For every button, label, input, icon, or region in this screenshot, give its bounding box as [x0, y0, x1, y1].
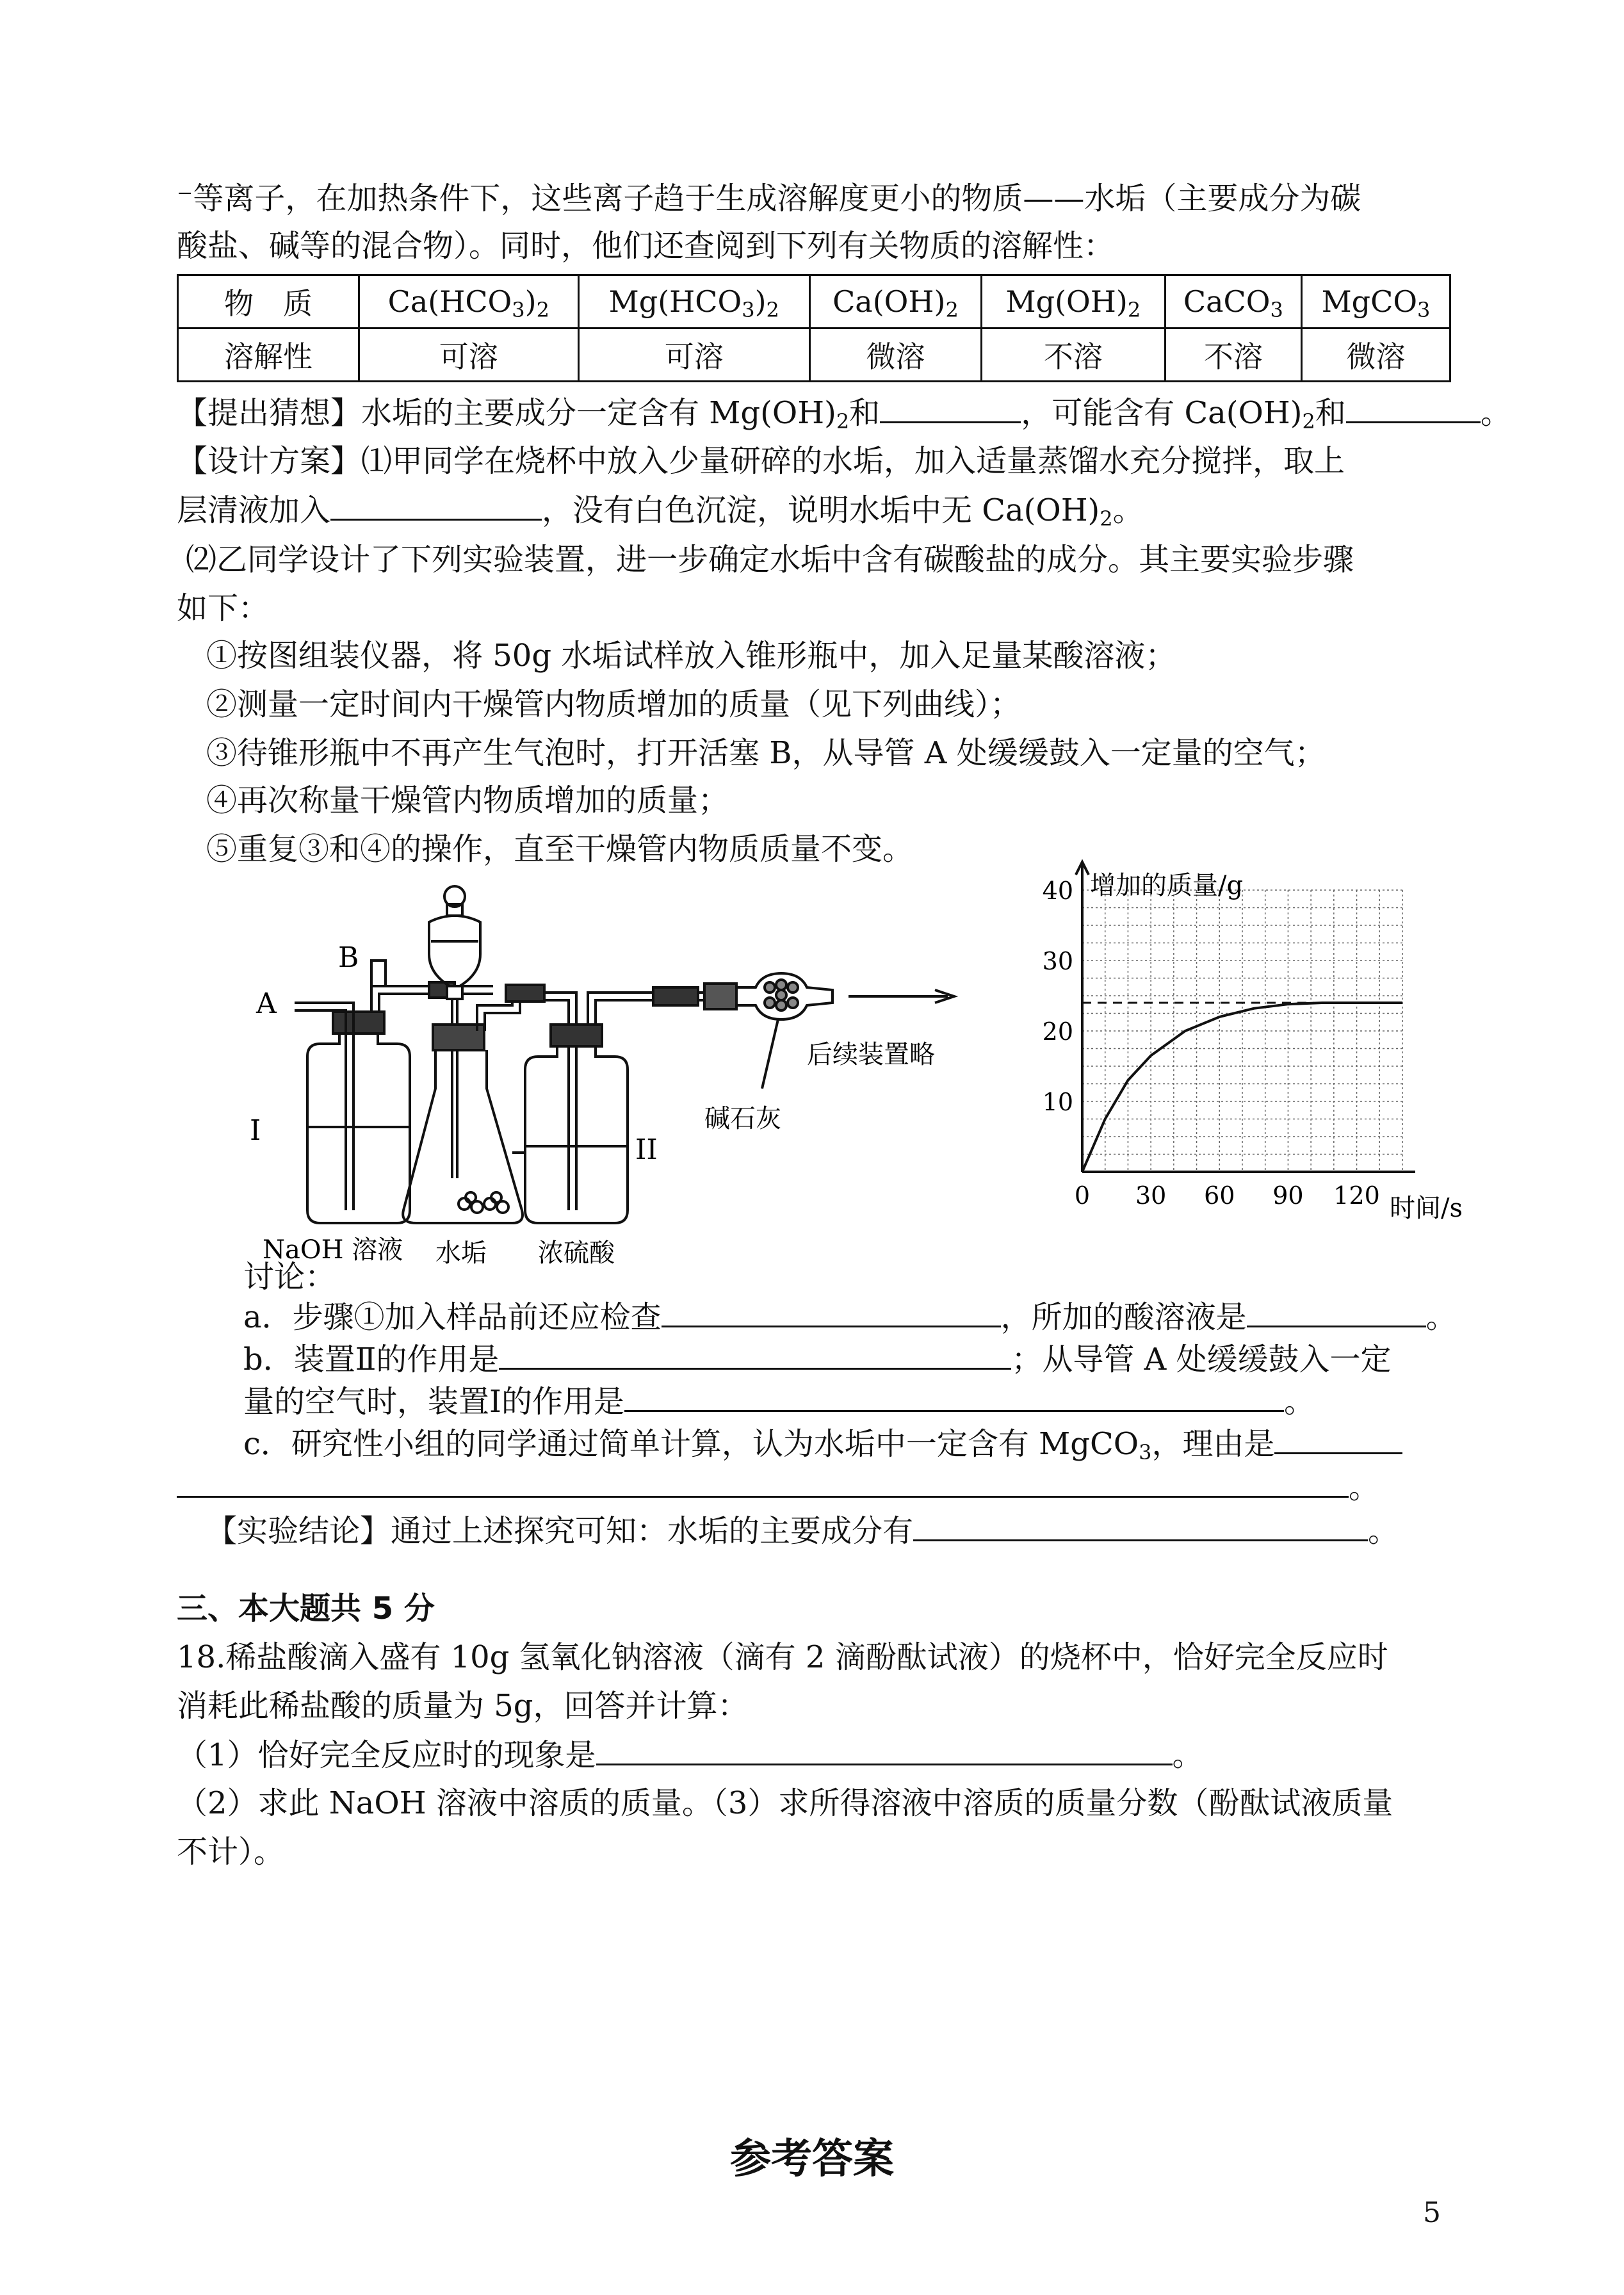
axes [1076, 862, 1415, 1172]
label-soda-lime: 碱石灰 [704, 1104, 781, 1133]
answer-blank[interactable] [1274, 1423, 1402, 1454]
solubility-table [177, 274, 1451, 382]
label-B: B [338, 941, 359, 974]
question-18-line-1: 18.稀盐酸滴入盛有 10g 氢氧化钠溶液（滴有 2 滴酚酞试液）的烧杯中，恰好完全反应时 [177, 1639, 1388, 1675]
table-cell: $Ca(HCO_3)_2$ [359, 275, 579, 328]
answer-blank[interactable] [499, 1338, 1011, 1370]
table-cell: $Mg(HCO_3)_2$ [578, 275, 809, 328]
step-2: ②测量一定时间内干燥管内物质增加的质量（见下列曲线）； [206, 686, 1021, 722]
step-3: ③待锥形瓶中不再产生气泡时，打开活塞 B，从导管 A 处缓缓鼓入一定量的空气； [206, 735, 1326, 771]
x-tick-label: 30 [1135, 1181, 1167, 1210]
table-row-substance [178, 275, 1450, 328]
x-axis-label: 时间/s [1390, 1194, 1463, 1223]
table-cell: MgCO$_3$ [1302, 275, 1450, 328]
y-axis-label: 增加的质量/g [1090, 871, 1244, 900]
x-tick-label: 0 [1074, 1181, 1091, 1210]
x-tick-label: 120 [1333, 1181, 1380, 1210]
table-cell: 可溶 [578, 328, 809, 382]
design-line-2: 层清液加入 ，没有白色沉淀，说明水垢中无 $Ca(OH)_2$。 [177, 489, 1144, 531]
section-3-title: 三、本大题共 5 分 [177, 1591, 435, 1626]
answer-blank[interactable] [1247, 1296, 1426, 1327]
mass-time-chart [1018, 871, 1479, 1229]
design-line-3: ⑵乙同学设计了下列实验装置，进一步确定水垢中含有碳酸盐的成分。其主要实验步骤 [186, 542, 1354, 578]
y-tick-label: 20 [1042, 1018, 1073, 1046]
x-tick-label: 60 [1204, 1181, 1235, 1210]
answer-title: 参考答案 [730, 2136, 894, 2183]
answer-blank[interactable] [1346, 392, 1481, 423]
y-tick-label: 10 [1042, 1088, 1073, 1116]
discussion-c2: 。 [177, 1466, 1379, 1508]
step-4: ④再次称量干燥管内物质增加的质量； [206, 783, 729, 818]
table-cell: 可溶 [359, 328, 579, 382]
label-naoh: NaOH 溶液 [263, 1235, 403, 1265]
label-acid: 浓硫酸 [538, 1238, 615, 1268]
answer-blank[interactable] [177, 1466, 1349, 1498]
discussion-b2: 量的空气时，装置Ⅰ的作用是 。 [243, 1381, 1315, 1422]
table-cell: 不溶 [1165, 328, 1301, 382]
x-tick-label: 90 [1272, 1181, 1304, 1210]
answer-blank[interactable] [913, 1510, 1368, 1541]
answer-blank[interactable] [596, 1734, 1173, 1765]
conclusion-line: 【实验结论】通过上述探究可知：水垢的主要成分有 。 [206, 1510, 1399, 1552]
question-18-line-2: 消耗此稀盐酸的质量为 5g，回答并计算： [177, 1688, 749, 1724]
intro-line-1: ⁻等离子，在加热条件下，这些离子趋于生成溶解度更小的物质——水垢（主要成分为碳 [177, 181, 1361, 216]
label-followup: 后续装置略 [807, 1040, 935, 1069]
step-5: ⑤重复③和④的操作，直至干燥管内物质质量不变。 [206, 831, 914, 867]
answer-blank[interactable] [624, 1381, 1284, 1412]
y-tick-label: 40 [1042, 877, 1073, 905]
question-18-part-1: （1）恰好完全反应时的现象是 。 [177, 1734, 1203, 1776]
y-tick-label: 30 [1042, 947, 1073, 975]
question-18-part-2: （2）求此 NaOH 溶液中溶质的质量。（3）求所得溶液中溶质的质量分数（酚酞试液质量 [177, 1785, 1393, 1821]
table-cell: CaCO$_3$ [1165, 275, 1301, 328]
discussion-c: c．研究性小组的同学通过简单计算，认为水垢中一定含有 MgCO$_3$，理由是 [243, 1423, 1402, 1464]
table-cell: $Ca(OH)_2$ [809, 275, 981, 328]
label-A: A [256, 987, 277, 1020]
label-I: I [250, 1114, 261, 1147]
table-cell: $Mg(OH)_2$ [981, 275, 1165, 328]
label-II: II [635, 1133, 658, 1166]
intro-line-2: 酸盐、碱等的混合物）。同时，他们还查阅到下列有关物质的溶解性： [177, 228, 1115, 264]
apparatus-diagram [243, 877, 999, 1268]
answer-blank[interactable] [330, 489, 542, 521]
table-row-label: 溶解性 [178, 328, 359, 382]
design-line-1: 【设计方案】⑴甲同学在烧杯中放入少量研碎的水垢，加入适量蒸馏水充分搅拌，取上 [177, 443, 1345, 479]
discussion-title: 讨论： [243, 1259, 336, 1295]
discussion-b: b．装置Ⅱ的作用是 ；从导管 A 处缓缓鼓入一定 [243, 1338, 1392, 1380]
table-cell: 微溶 [809, 328, 981, 382]
hypothesis-line: 【提出猜想】水垢的主要成分一定含有 $Mg(OH)_2$和 ，可能含有 $Ca(OH)_2$和 。 [177, 392, 1511, 434]
question-18-part-2b: 不计）。 [177, 1834, 285, 1870]
discussion-a: a．步骤①加入样品前还应检查 ，所加的酸溶液是 。 [243, 1296, 1457, 1338]
table-header-label: 物 质 [178, 275, 359, 328]
answer-blank[interactable] [662, 1296, 1001, 1327]
step-1: ①按图组装仪器，将 50g 水垢试样放入锥形瓶中，加入足量某酸溶液； [206, 638, 1176, 674]
table-cell: 微溶 [1302, 328, 1450, 382]
design-line-4: 如下： [177, 590, 270, 626]
page-number: 5 [1423, 2196, 1441, 2229]
label-scale: 水垢 [435, 1238, 487, 1268]
answer-blank[interactable] [880, 392, 1021, 423]
table-row-solubility [178, 328, 1450, 382]
table-cell: 不溶 [981, 328, 1165, 382]
